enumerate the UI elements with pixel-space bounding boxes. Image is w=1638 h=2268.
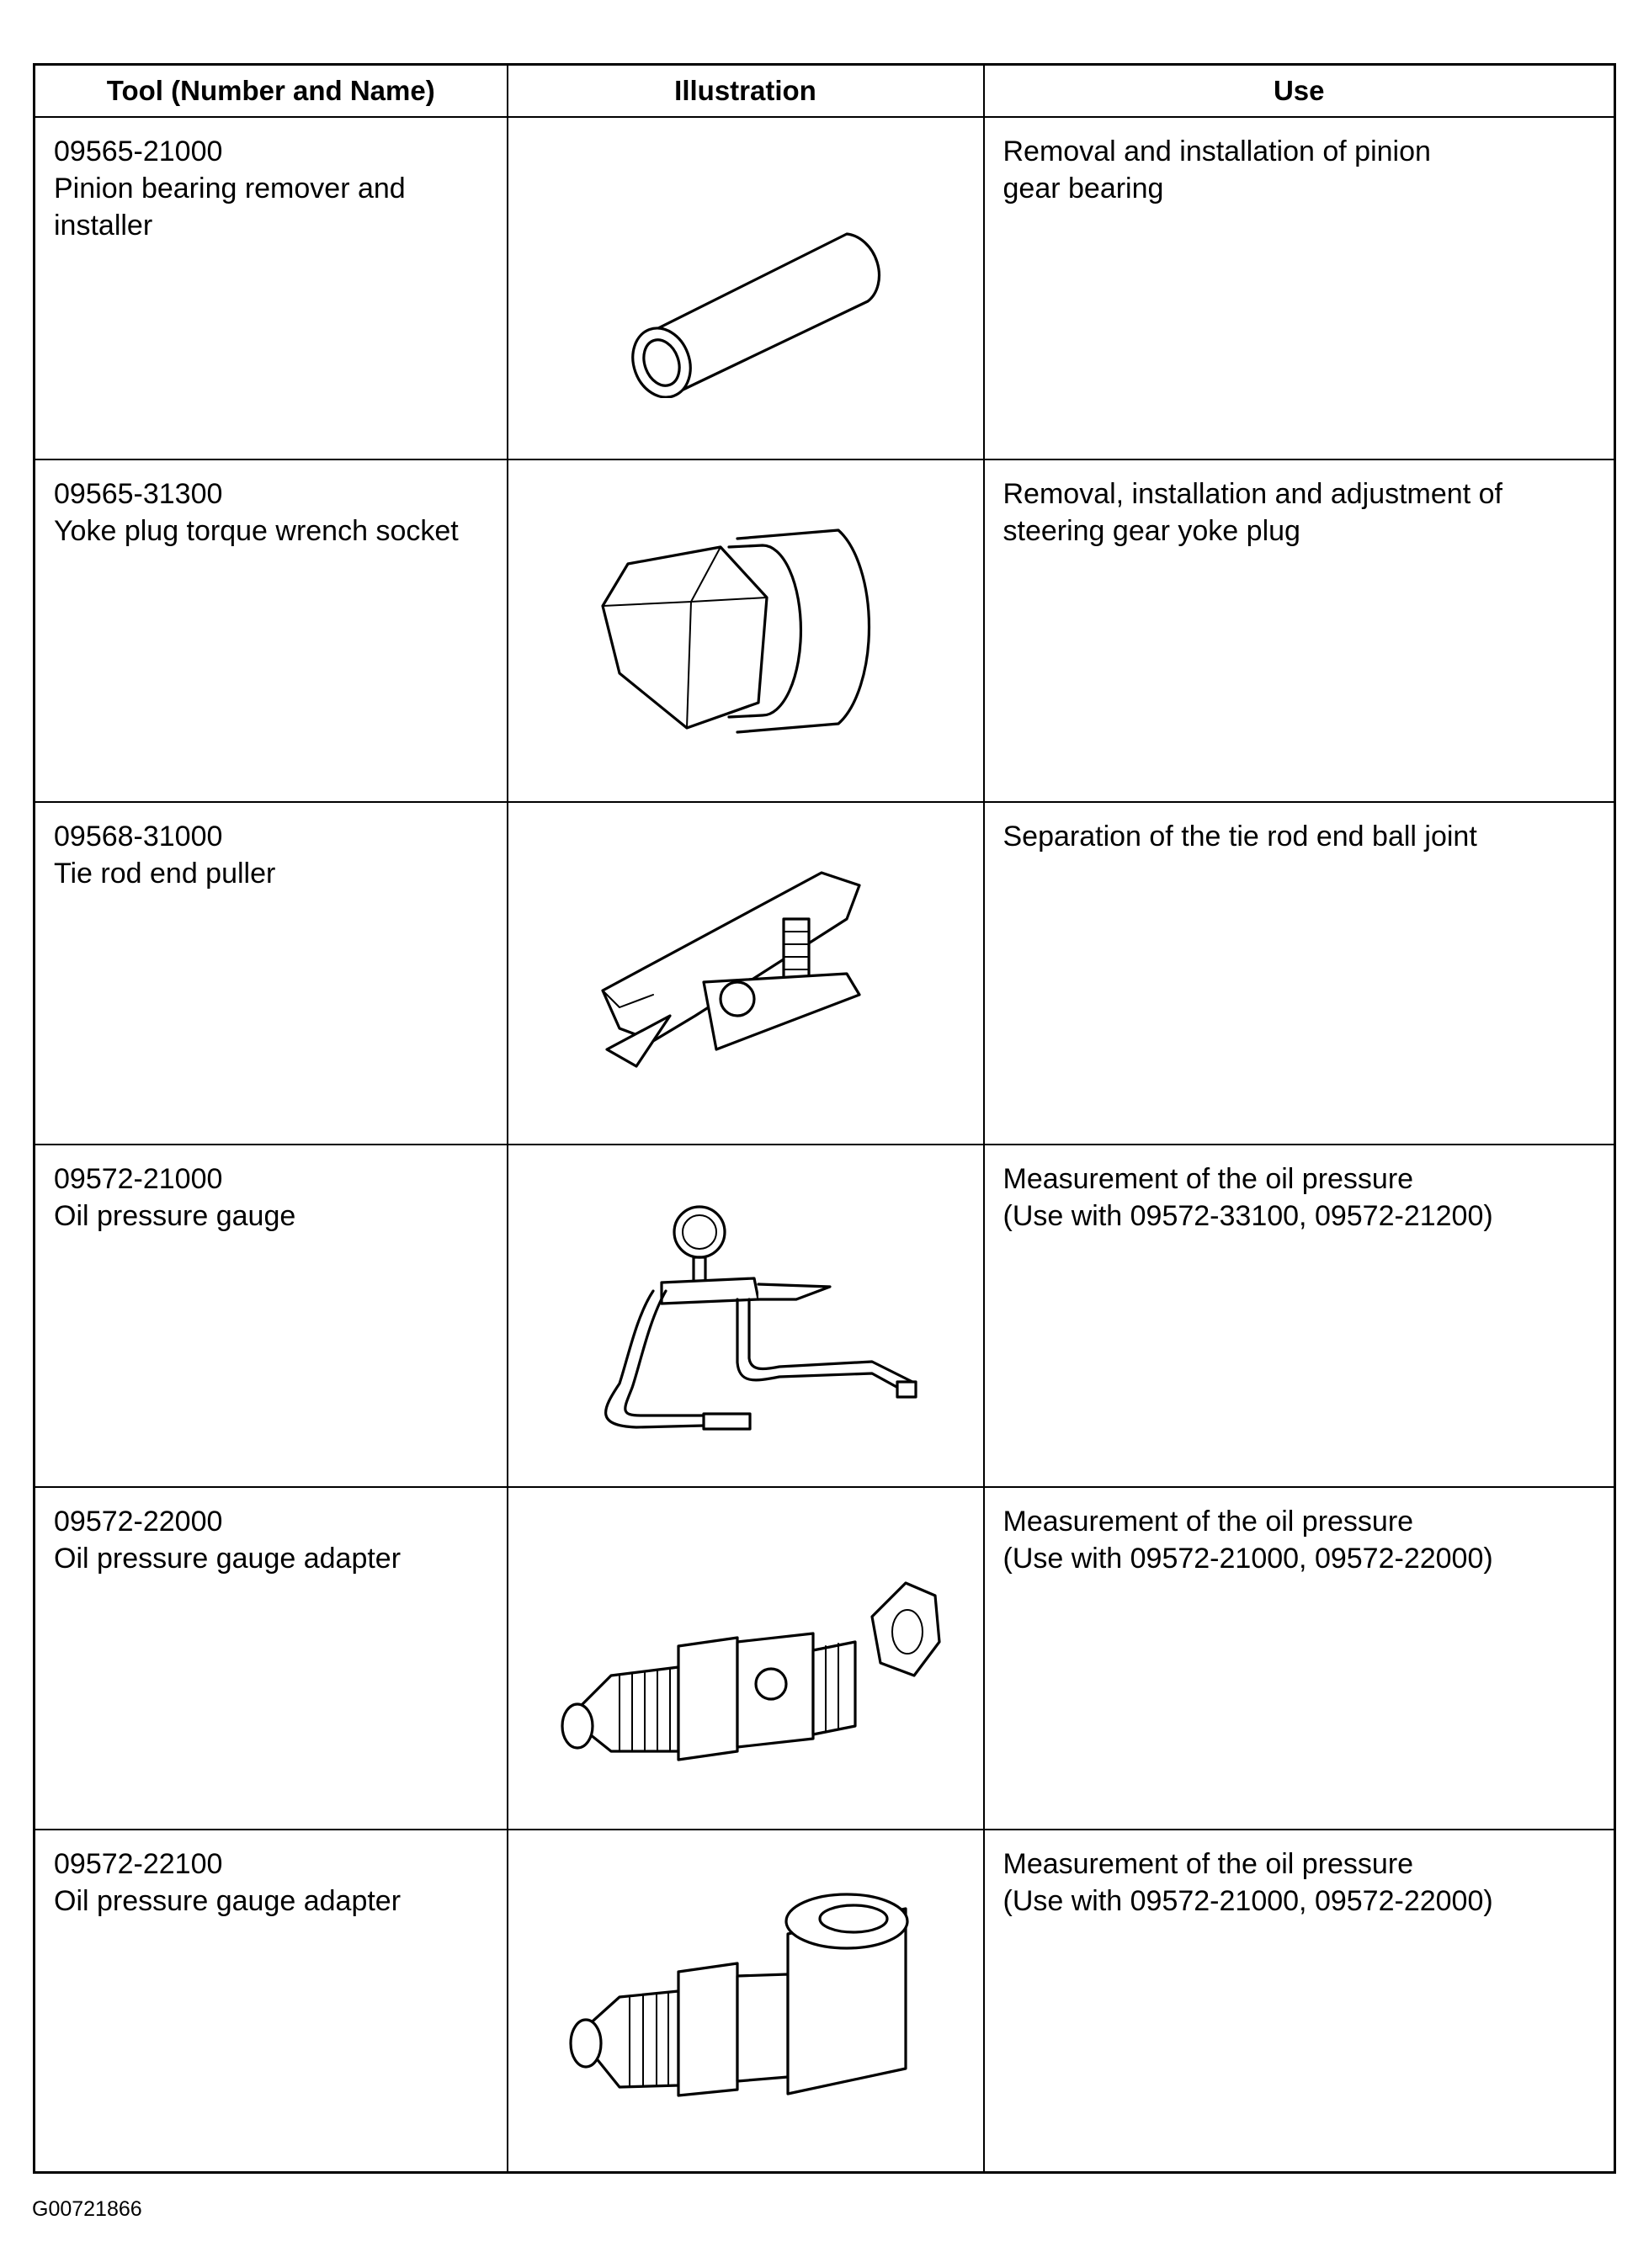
hex-socket-icon bbox=[569, 505, 923, 757]
tool-cell bbox=[35, 1830, 508, 2172]
tool-name: Oil pressure gauge adapter bbox=[54, 1543, 402, 1575]
use-text: Removal and installation of pinion gear bearing bbox=[1002, 135, 1431, 204]
use-text: Measurement of the oil pressure (Use with 09572-21000, 09572-22000) bbox=[1002, 1506, 1493, 1575]
table-row bbox=[35, 1487, 1615, 1830]
table-row bbox=[35, 1145, 1615, 1487]
tool-number: 09572-22000 bbox=[54, 1506, 223, 1538]
table-row bbox=[35, 117, 1615, 459]
tool-cell bbox=[35, 1145, 508, 1487]
tool-name: Pinion bearing remover and installer bbox=[54, 173, 406, 242]
use-cell bbox=[984, 1830, 1615, 2172]
tool-name: Oil pressure gauge bbox=[54, 1200, 296, 1233]
use-text: Measurement of the oil pressure (Use with 09572-33100, 09572-21200) bbox=[1002, 1163, 1493, 1233]
tool-number: 09572-22100 bbox=[54, 1848, 223, 1881]
illustration-cell bbox=[508, 117, 984, 459]
illustration-cell bbox=[508, 1487, 984, 1830]
tool-name: Tie rod end puller bbox=[54, 858, 276, 890]
use-text: Removal, installation and adjustment of steering gear yoke plug bbox=[1002, 478, 1502, 548]
tool-cell bbox=[35, 802, 508, 1145]
header-tool: Tool (Number and Name) bbox=[35, 65, 508, 118]
use-cell bbox=[984, 802, 1615, 1145]
banjo-fitting-icon bbox=[552, 1875, 939, 2127]
illustration-cell bbox=[508, 802, 984, 1145]
tool-name: Yoke plug torque wrench socket bbox=[54, 515, 459, 548]
use-text: Measurement of the oil pressure (Use with 09572-21000, 09572-22000) bbox=[1002, 1848, 1493, 1918]
header-use: Use bbox=[984, 65, 1615, 118]
tool-cell bbox=[35, 117, 508, 459]
header-illustration: Illustration bbox=[508, 65, 984, 118]
use-cell bbox=[984, 1487, 1615, 1830]
use-cell bbox=[984, 117, 1615, 459]
cylinder-sleeve-icon bbox=[569, 179, 923, 398]
document-code: G00721866 bbox=[32, 2197, 142, 2221]
tie-rod-puller-icon bbox=[569, 847, 923, 1100]
tool-name: Oil pressure gauge adapter bbox=[54, 1885, 402, 1918]
use-cell bbox=[984, 459, 1615, 802]
use-cell bbox=[984, 1145, 1615, 1487]
table-row bbox=[35, 1830, 1615, 2172]
special-tools-table bbox=[33, 63, 1616, 2174]
pressure-gauge-icon bbox=[561, 1182, 931, 1451]
tool-cell bbox=[35, 1487, 508, 1830]
use-text: Separation of the tie rod end ball joint bbox=[1002, 821, 1477, 853]
table-row bbox=[35, 459, 1615, 802]
tool-number: 09565-31300 bbox=[54, 478, 223, 511]
table-header-row bbox=[35, 65, 1615, 118]
table-row bbox=[35, 802, 1615, 1145]
tool-number: 09572-21000 bbox=[54, 1163, 223, 1196]
tool-number: 09565-21000 bbox=[54, 135, 223, 167]
tool-number: 09568-31000 bbox=[54, 821, 223, 853]
illustration-cell bbox=[508, 459, 984, 802]
illustration-cell bbox=[508, 1830, 984, 2172]
illustration-cell bbox=[508, 1145, 984, 1487]
fitting-nut-icon bbox=[544, 1549, 948, 1768]
tool-cell bbox=[35, 459, 508, 802]
